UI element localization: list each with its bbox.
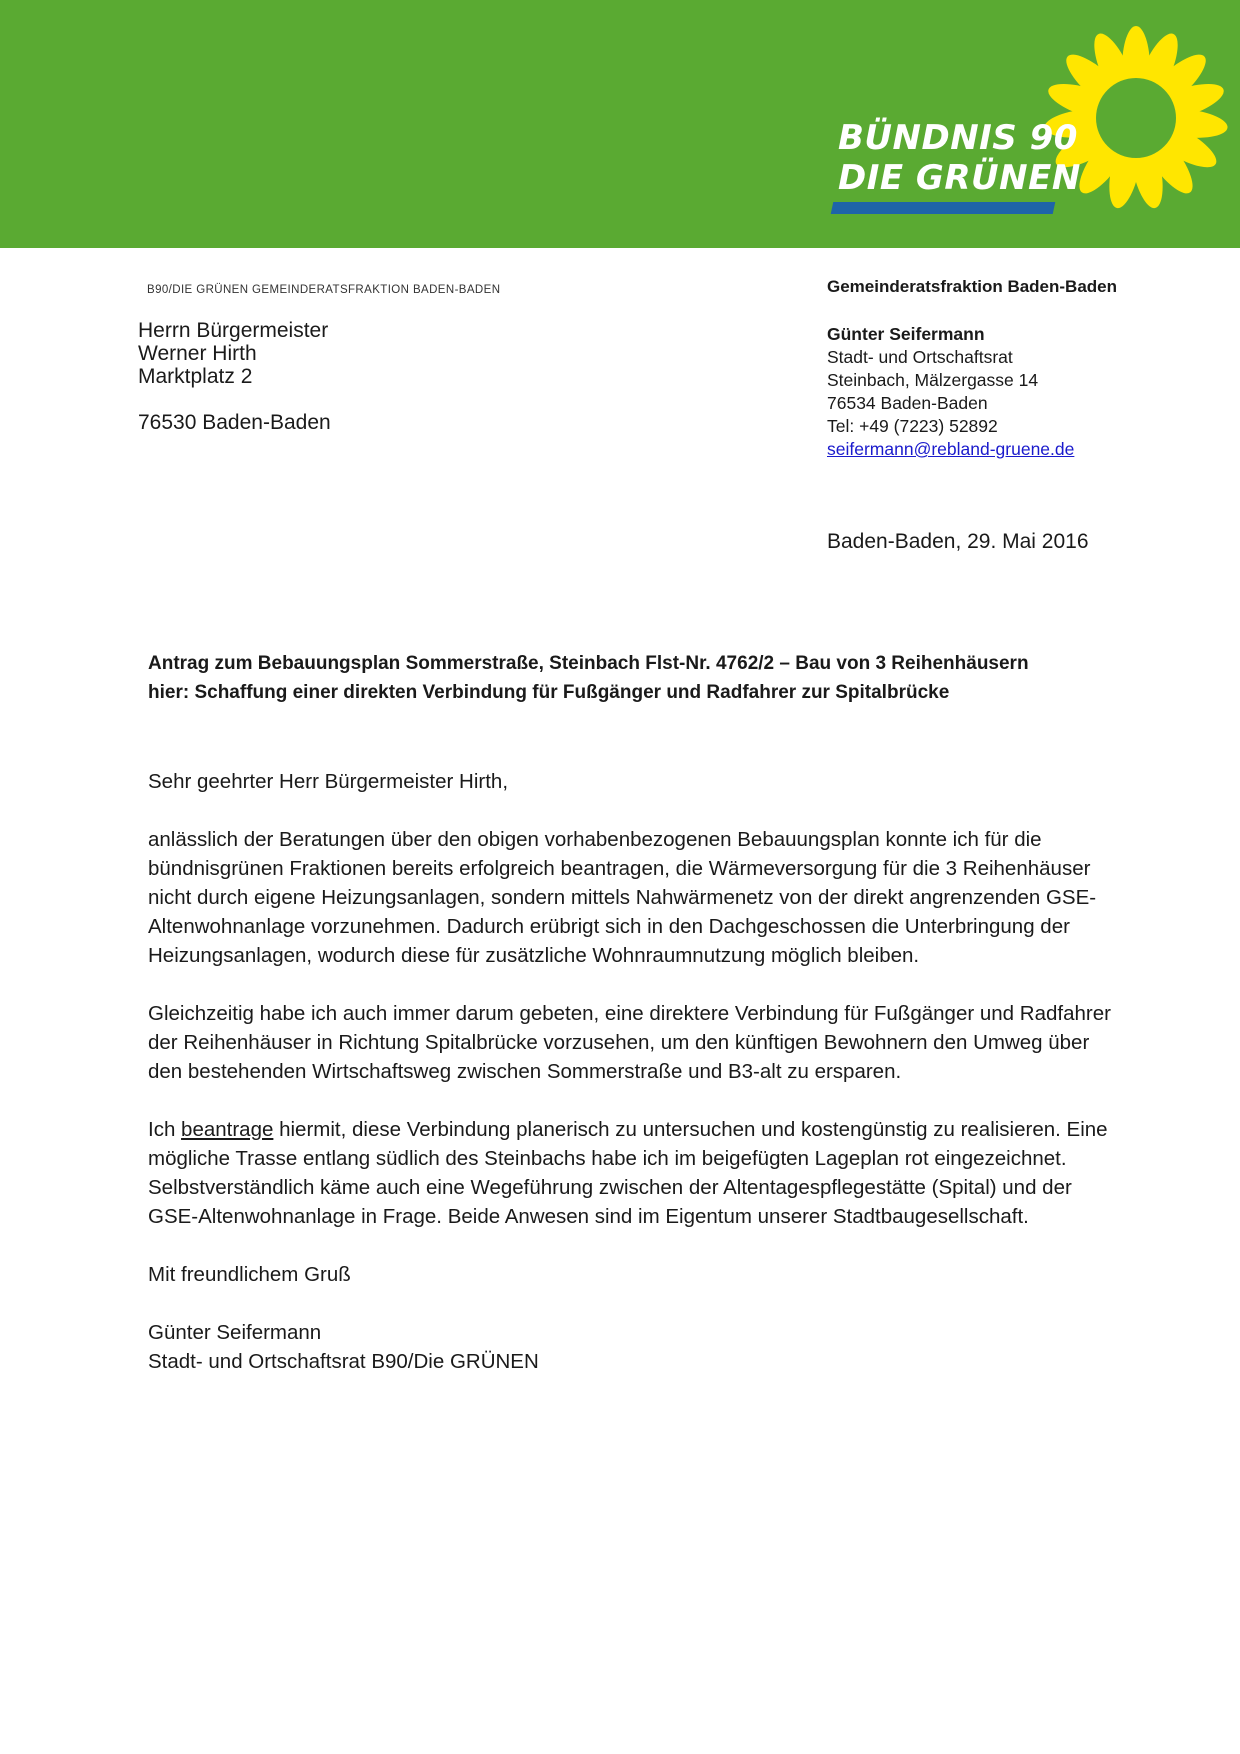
recipient-spacer bbox=[138, 388, 331, 411]
signature-title: Stadt- und Ortschaftsrat B90/Die GRÜNEN bbox=[148, 1350, 539, 1373]
contact-name: Günter Seifermann bbox=[827, 324, 985, 344]
recipient-address bbox=[138, 319, 331, 434]
body-paragraph-3 bbox=[148, 1115, 1113, 1231]
paragraph-3-prefix: Ich bbox=[148, 1118, 182, 1141]
sender-contact-block bbox=[827, 323, 1074, 461]
paragraph-3-emphasis: beantrage bbox=[181, 1118, 274, 1141]
paragraph-3-rest: hiermit, diese Verbindung planerisch zu untersuchen und kostengünstig zu realisieren. Eine mögliche Trasse entlang südlich des Steinbachs habe ich im beigefügten Lageplan rot eingezeichnet. Selbstverständlich käme auch eine Wegeführung zwischen der Altentagespflegestätte (Spital) und der GSE-Altenwohnanlage in Frage. Beide Anwesen sind im Eigentum unserer Stadtbaugesellschaft. bbox=[148, 1118, 1108, 1228]
contact-role: Stadt- und Ortschaftsrat bbox=[827, 347, 1013, 367]
recipient-line-1: Herrn Bürgermeister bbox=[138, 319, 329, 342]
subject-line-1: Antrag zum Bebauungsplan Sommerstraße, Steinbach Flst-Nr. 4762/2 – Bau von 3 Reihenhäusern bbox=[148, 653, 1029, 674]
closing-phrase: Mit freundlichem Gruß bbox=[148, 1263, 351, 1286]
contact-street: Steinbach, Mälzergasse 14 bbox=[827, 370, 1039, 390]
contact-phone: Tel: +49 (7223) 52892 bbox=[827, 416, 998, 436]
header-band bbox=[0, 0, 1240, 248]
subject-line-2: hier: Schaffung einer direkten Verbindung für Fußgänger und Radfahrer zur Spitalbrücke bbox=[148, 682, 950, 703]
recipient-line-2: Werner Hirth bbox=[138, 342, 257, 365]
letter-subject bbox=[148, 649, 1128, 707]
recipient-city: 76530 Baden-Baden bbox=[138, 411, 331, 434]
salutation: Sehr geehrter Herr Bürgermeister Hirth, bbox=[148, 770, 509, 793]
recipient-line-3: Marktplatz 2 bbox=[138, 365, 253, 388]
letter-body bbox=[148, 767, 1113, 1376]
body-paragraph-2: Gleichzeitig habe ich auch immer darum gebeten, eine direktere Verbindung für Fußgänger und Radfahrer der Reihenhäuser in Richtung Spitalbrücke vorzusehen, um den künftigen Bewohnern den Umweg über den bestehenden Wirtschaftsweg zwischen Sommerstraße und B3-alt zu ersparen. bbox=[148, 1002, 1111, 1083]
sender-return-line: B90/DIE GRÜNEN GEMEINDERATSFRAKTION BADEN-BADEN bbox=[147, 284, 501, 296]
organization-name: Gemeinderatsfraktion Baden-Baden bbox=[827, 277, 1118, 296]
signature-name: Günter Seifermann bbox=[148, 1321, 322, 1344]
body-paragraph-1: anlässlich der Beratungen über den obigen vorhabenbezogenen Bebauungsplan konnte ich für die bündnisgrünen Fraktionen bereits erfolgreich beantragen, die Wärmeversorgung für die 3 Reihenhäuser nicht durch eigene Heizungsanlagen, sondern mittels Nahwärmenetz von der direkt angrenzenden GSE-Altenwohnanlage vorzunehmen. Dadurch erübrigt sich in den Dachgeschossen die Unterbringung der Heizungsanlagen, wodurch diese für zusätzliche Wohnraumnutzung möglich bleiben. bbox=[148, 828, 1097, 967]
letter-date: Baden-Baden, 29. Mai 2016 bbox=[827, 530, 1089, 553]
party-logo bbox=[820, 26, 1240, 226]
signature-block bbox=[148, 1318, 1113, 1376]
logo-text-line-2: DIE GRÜNEN bbox=[838, 158, 1081, 198]
contact-email-link[interactable]: seifermann@rebland-gruene.de bbox=[827, 439, 1075, 459]
logo-underline-bar bbox=[831, 202, 1056, 214]
logo-text-line-1: BÜNDNIS 90 bbox=[838, 118, 1078, 158]
contact-city: 76534 Baden-Baden bbox=[827, 393, 988, 413]
